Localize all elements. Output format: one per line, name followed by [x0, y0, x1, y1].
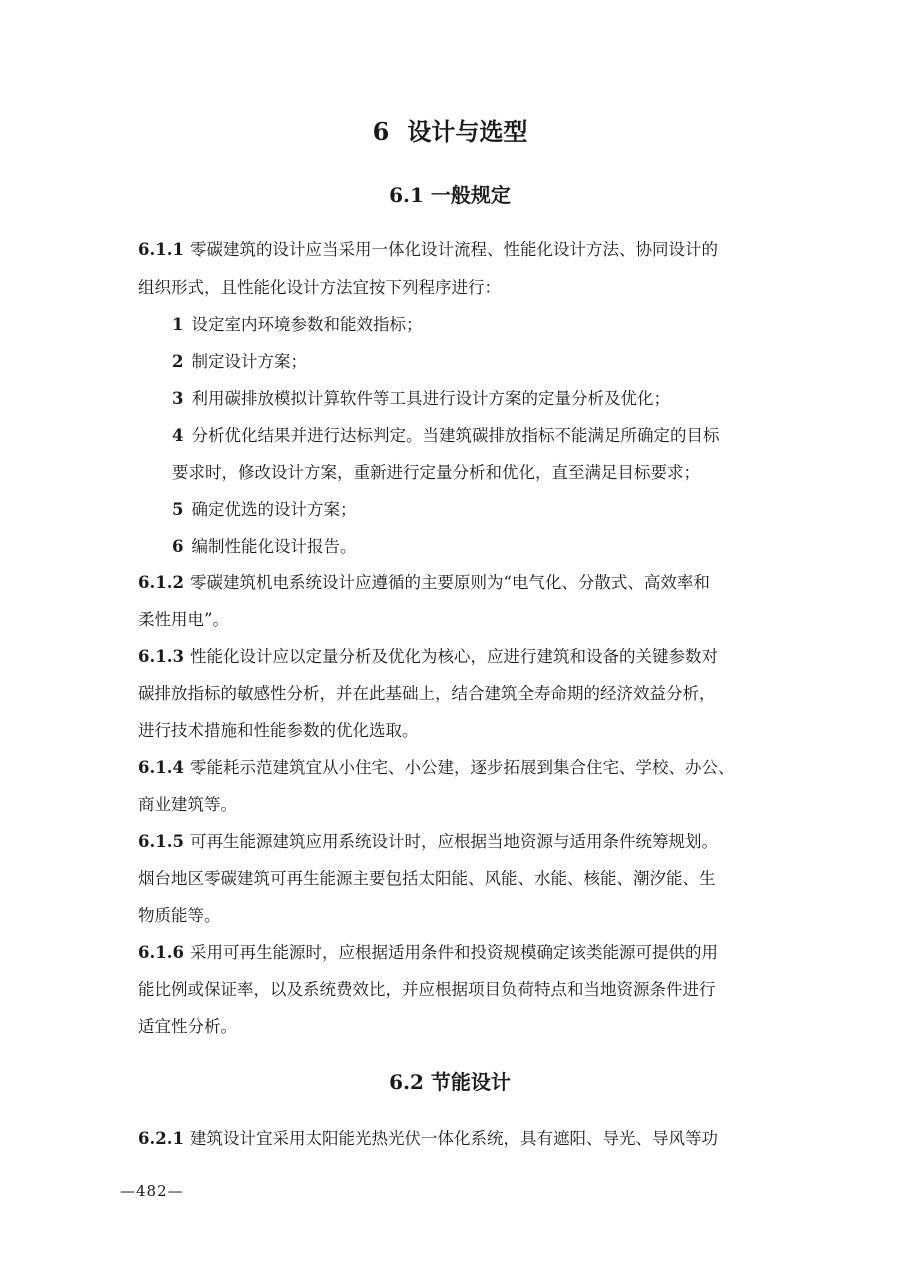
clause-6-1-3-line-1 — [138, 645, 778, 669]
clause-6-2-1-line-1 — [138, 1127, 778, 1151]
list-item — [172, 387, 772, 411]
clause-number: 6.1.1 — [138, 240, 184, 259]
item-text: 制定设计方案； — [191, 352, 307, 371]
list-item — [172, 535, 772, 559]
item-number: 3 — [172, 389, 184, 408]
clause-6-1-4-line-1 — [138, 756, 778, 780]
clause-6-1-4-line-2: 商业建筑等。 — [138, 795, 237, 814]
clause-6-1-5-line-1 — [138, 830, 778, 854]
clause-6-1-3-line-3: 进行技术措施和性能参数的优化选取。 — [138, 721, 419, 740]
clause-6-1-1-line-1 — [138, 238, 778, 262]
item-text: 分析优化结果并进行达标判定。当建筑碳排放指标不能满足所确定的目标 — [191, 426, 720, 445]
item-text: 编制性能化设计报告。 — [191, 537, 357, 556]
clause-text: 采用可再生能源时，应根据适用条件和投资规模确定该类能源可提供的用 — [189, 943, 718, 962]
chapter-title-text: 设计与选型 — [407, 117, 528, 146]
clause-6-1-6-line-3: 适宜性分析。 — [138, 1017, 237, 1036]
clause-text: 零能耗示范建筑宜从小住宅、小公建，逐步拓展到集合住宅、学校、办公、 — [189, 758, 735, 777]
list-item — [172, 313, 772, 337]
list-item — [172, 350, 772, 374]
item-text: 确定优选的设计方案； — [191, 500, 357, 519]
clause-6-1-5-line-2: 烟台地区零碳建筑可再生能源主要包括太阳能、风能、水能、核能、潮汐能、生 — [138, 869, 716, 888]
item-number: 5 — [172, 500, 184, 519]
list-item — [172, 424, 772, 448]
clause-text: 可再生能源建筑应用系统设计时，应根据当地资源与适用条件统筹规划。 — [189, 832, 718, 851]
clause-number: 6.1.5 — [138, 832, 184, 851]
item-number: 6 — [172, 537, 184, 556]
clause-text: 性能化设计应以定量分析及优化为核心，应进行建筑和设备的关键参数对 — [189, 647, 718, 666]
clause-number: 6.1.2 — [138, 573, 184, 592]
clause-6-1-5-line-3: 物质能等。 — [138, 906, 221, 925]
clause-6-1-3-line-2: 碳排放指标的敏感性分析，并在此基础上，结合建筑全寿命期的经济效益分析， — [138, 684, 716, 703]
section-title-6-2: 6.2 节能设计 — [389, 1070, 511, 1094]
clause-6-1-1-line-2: 组织形式，且性能化设计方法宜按下列程序进行： — [138, 278, 501, 297]
item-number: 1 — [172, 315, 184, 334]
clause-number: 6.1.6 — [138, 943, 184, 962]
clause-6-1-2-line-1 — [138, 571, 778, 595]
clause-6-1-2-line-2: 柔性用电”。 — [138, 610, 229, 629]
list-item — [172, 498, 772, 522]
item-number: 4 — [172, 426, 184, 445]
chapter-number: 6 — [372, 117, 390, 146]
item-number: 2 — [172, 352, 184, 371]
clause-text: 零碳建筑机电系统设计应遵循的主要原则为“电气化、分散式、高效率和 — [189, 573, 710, 592]
item-text: 设定室内环境参数和能效指标； — [191, 315, 423, 334]
clause-text: 零碳建筑的设计应当采用一体化设计流程、性能化设计方法、协同设计的 — [189, 240, 718, 259]
item-text: 利用碳排放模拟计算软件等工具进行设计方案的定量分析及优化； — [191, 389, 670, 408]
list-item-continuation: 要求时，修改设计方案，重新进行定量分析和优化，直至满足目标要求； — [172, 463, 700, 482]
clause-6-1-6-line-2: 能比例或保证率，以及系统费效比，并应根据项目负荷特点和当地资源条件进行 — [138, 980, 716, 999]
page-number: —482— — [120, 1182, 184, 1200]
chapter-title — [0, 112, 900, 152]
clause-number: 6.1.4 — [138, 758, 184, 777]
clause-text: 建筑设计宜采用太阳能光热光伏一体化系统，具有遮阳、导光、导风等功 — [189, 1129, 718, 1148]
clause-number: 6.1.3 — [138, 647, 184, 666]
section-title-6-1: 6.1 一般规定 — [389, 183, 511, 207]
clause-6-1-6-line-1 — [138, 941, 778, 965]
clause-number: 6.2.1 — [138, 1129, 184, 1148]
